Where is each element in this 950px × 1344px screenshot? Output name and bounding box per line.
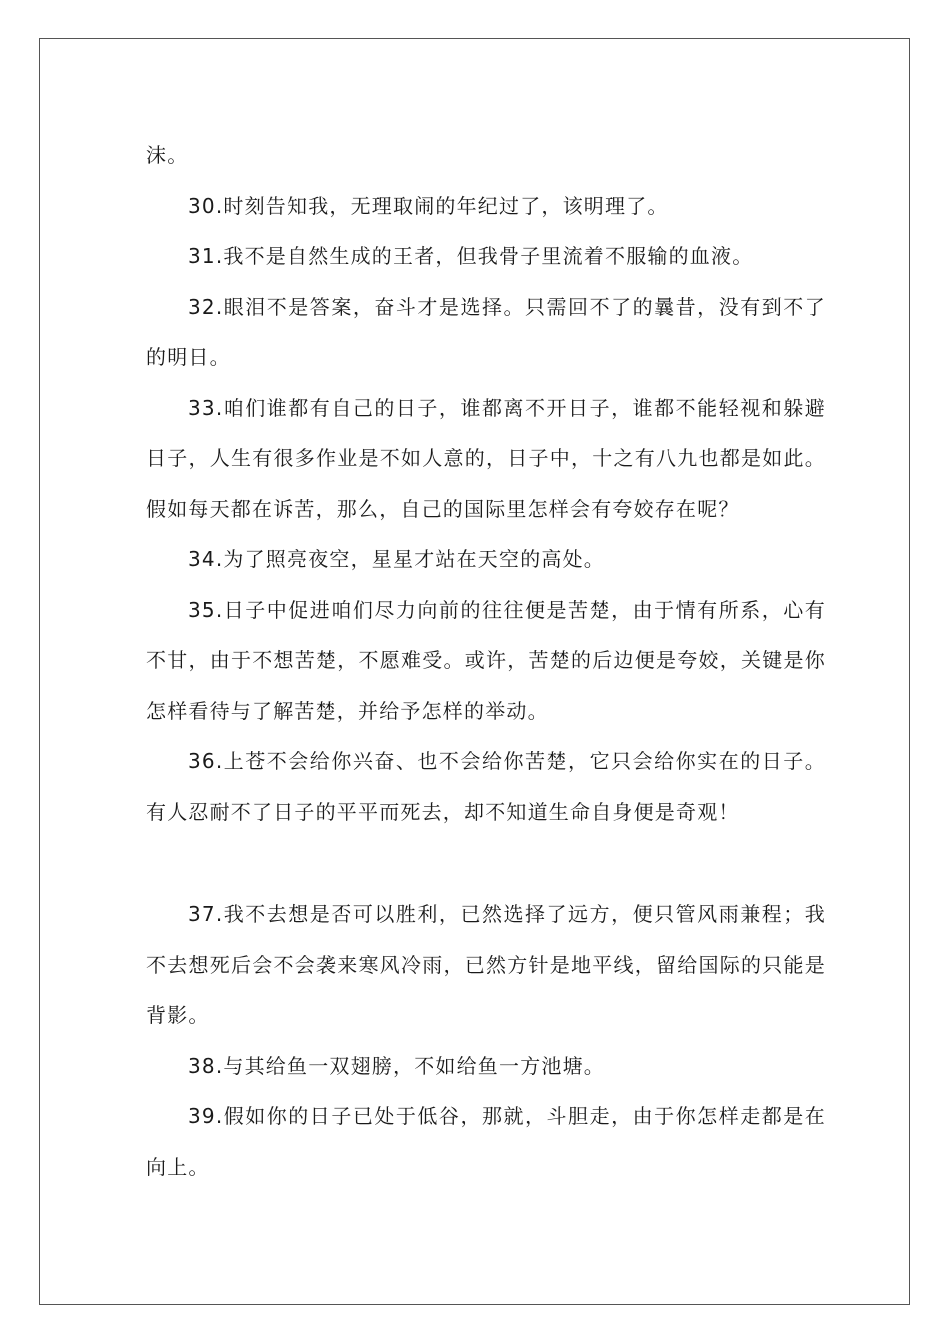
paragraph-32: 32.眼泪不是答案，奋斗才是选择。只需回不了的曩昔，没有到不了的明日。	[146, 294, 826, 369]
paragraph-38: 38.与其给鱼一双翅膀，不如给鱼一方池塘。	[188, 1053, 606, 1078]
paragraph-30: 30.时刻告知我，无理取闹的年纪过了，该明理了。	[188, 193, 669, 218]
paragraph-spacer	[146, 837, 826, 889]
paragraph-continuation: 沫。	[146, 143, 189, 167]
document-body	[146, 130, 826, 1192]
paragraph-39: 39.假如你的日子已处于低谷，那就，斗胆走，由于你怎样走都是在向上。	[146, 1104, 826, 1179]
paragraph-37: 37.我不去想是否可以胜利，已然选择了远方，便只管风雨兼程；我不去想死后会不会袭来寒风冷雨，已然方针是地平线，留给国际的只能是背影。	[146, 902, 826, 1027]
paragraph-31: 31.我不是自然生成的王者，但我骨子里流着不服输的血液。	[188, 244, 754, 268]
paragraph-35: 35.日子中促进咱们尽力向前的往往便是苦楚，由于情有所系，心有不甘，由于不想苦楚，不愿难受。或许，苦楚的后边便是夸姣，关键是你怎样看待与了解苦楚，并给予怎样的举动。	[146, 597, 826, 723]
paragraph-33: 33.咱们谁都有自己的日子，谁都离不开日子，谁都不能轻视和躲避日子，人生有很多作业是不如人意的，日子中，十之有八九也都是如此。假如每天都在诉苦，那么，自己的国际里怎样会有夸姣存在呢？	[146, 395, 826, 521]
paragraph-36: 36.上苍不会给你兴奋、也不会给你苦楚，它只会给你实在的日子。有人忍耐不了日子的平平而死去，却不知道生命自身便是奇观！	[146, 749, 826, 824]
paragraph-34: 34.为了照亮夜空，星星才站在天空的高处。	[188, 547, 606, 571]
